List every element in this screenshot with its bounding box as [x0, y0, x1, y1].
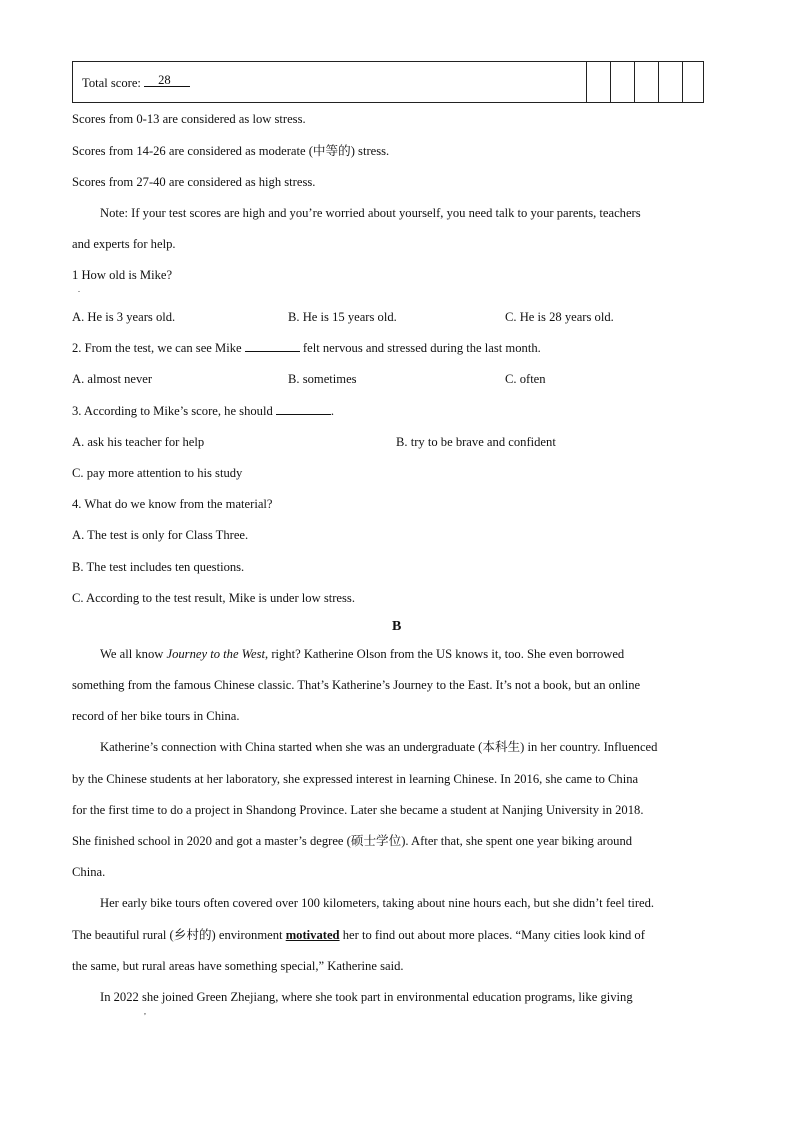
- question-2-option-a: A. almost never: [72, 372, 153, 386]
- question-1-option-c: C. He is 28 years old.: [505, 310, 614, 324]
- score-range-high: Scores from 27-40 are considered as high stress.: [72, 175, 316, 189]
- question-2-stem-after: felt nervous and stressed during the last month.: [299, 341, 541, 355]
- answer-blank: [276, 403, 331, 415]
- answer-blank: [245, 340, 300, 352]
- passage-line: something from the famous Chinese classic. That’s Katherine’s Journey to the East. It’s not a book, but an online: [72, 678, 641, 692]
- question-2-option-b: B. sometimes: [288, 372, 357, 386]
- section-heading: B: [392, 619, 402, 634]
- passage-line: [100, 646, 624, 662]
- question-4-option-a: A. The test is only for Class Three.: [72, 528, 249, 542]
- total-score-value-blank: [144, 75, 190, 87]
- question-3-stem-after: .: [330, 404, 335, 418]
- passage-line: the same, but rural areas have something special,” Katherine said.: [72, 959, 404, 973]
- stray-mark: ,: [144, 1007, 146, 1016]
- question-3-stem-before: 3. According to Mike’s score, he should: [72, 404, 276, 418]
- highlighted-word: motivated: [285, 928, 340, 942]
- passage-line: China.: [72, 865, 106, 879]
- question-2-option-c: C. often: [505, 372, 546, 386]
- score-cell: [659, 62, 683, 102]
- score-cell: [683, 62, 704, 102]
- score-range-moderate: Scores from 14-26 are considered as moderate (中等的) stress.: [72, 144, 390, 158]
- book-title: Journey to the West: [166, 647, 266, 661]
- passage-line: by the Chinese students at her laboratory, she expressed interest in learning Chinese. In 2016, she came to China: [72, 772, 639, 786]
- question-3-option-b: B. try to be brave and confident: [396, 435, 556, 449]
- question-1-stem: 1 How old is Mike?: [72, 268, 173, 282]
- total-score-text: [82, 75, 190, 91]
- question-2-stem-before: 2. From the test, we can see Mike: [72, 341, 245, 355]
- question-2-stem: [72, 340, 541, 356]
- question-3-option-a: A. ask his teacher for help: [72, 435, 205, 449]
- passage-line: record of her bike tours in China.: [72, 709, 240, 723]
- score-range-low: Scores from 0-13 are considered as low stress.: [72, 112, 306, 126]
- total-score-cell: [73, 62, 587, 102]
- total-score-value: 28: [158, 73, 171, 87]
- question-4-stem: 4. What do we know from the material?: [72, 497, 273, 511]
- passage-line: [72, 927, 645, 943]
- question-1-option-b: B. He is 15 years old.: [288, 310, 397, 324]
- question-1-option-a: A. He is 3 years old.: [72, 310, 176, 324]
- passage-line: She finished school in 2020 and got a master’s degree (硕士学位). After that, she spent one year biking around: [72, 834, 633, 848]
- score-cell: [587, 62, 611, 102]
- score-cell: [635, 62, 659, 102]
- score-table: [72, 61, 704, 103]
- stray-mark: .: [78, 285, 80, 294]
- passage-text: , right? Katherine Olson from the US knows it, too. She even borrowed: [265, 647, 625, 661]
- total-score-label: Total score:: [82, 76, 145, 90]
- passage-line: for the first time to do a project in Shandong Province. Later she became a student at Nanjing University in 2018.: [72, 803, 644, 817]
- question-3-stem: [72, 403, 334, 419]
- passage-text: We all know: [100, 647, 167, 661]
- passage-line: Katherine’s connection with China started when she was an undergraduate (本科生) in her country. Influenced: [100, 740, 658, 754]
- note-line-2: and experts for help.: [72, 237, 176, 251]
- note-line-1: Note: If your test scores are high and you’re worried about yourself, you need talk to your parents, teachers: [100, 206, 641, 220]
- passage-text: her to find out about more places. “Many cities look kind of: [339, 928, 645, 942]
- passage-text: The beautiful rural (乡村的) environment: [72, 928, 286, 942]
- passage-line: Her early bike tours often covered over 100 kilometers, taking about nine hours each, but she didn’t feel tired.: [100, 896, 655, 910]
- question-4-option-c: C. According to the test result, Mike is under low stress.: [72, 591, 355, 605]
- passage-line: In 2022 she joined Green Zhejiang, where she took part in environmental education programs, like giving: [100, 990, 633, 1004]
- question-3-option-c: C. pay more attention to his study: [72, 466, 243, 480]
- question-4-option-b: B. The test includes ten questions.: [72, 560, 245, 574]
- score-cell: [611, 62, 635, 102]
